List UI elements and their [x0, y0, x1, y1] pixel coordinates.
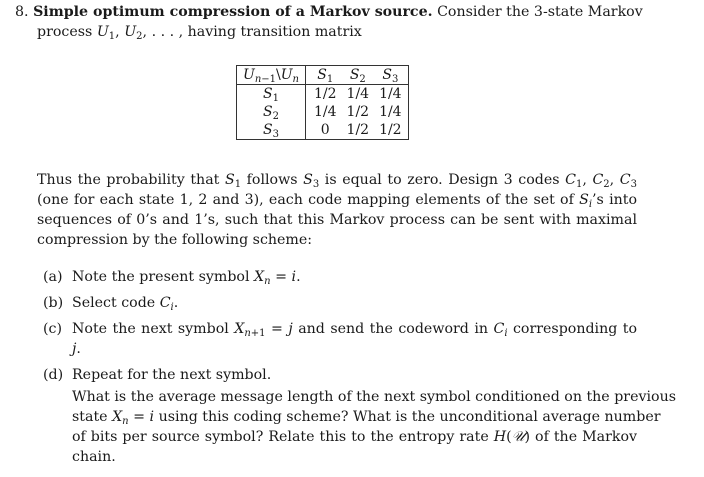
math-entropy-rate: H(𝒰)	[493, 429, 531, 445]
step-b-text	[72, 293, 178, 313]
matrix-cell: 1/4	[379, 86, 402, 102]
matrix-row-label: $S_3$	[237, 121, 306, 140]
math-s3: $S_3$	[303, 172, 320, 190]
matrix-cell: 1/4	[314, 104, 337, 120]
question-text: of the Markov	[535, 429, 638, 445]
math-xn-eq-i: $X_n = i$.	[254, 269, 301, 287]
question-line-1: What is the average message length of the next symbol conditioned on the previous	[72, 389, 676, 405]
matrix-cell: 1/4	[346, 86, 370, 102]
matrix-col-s3: $S_3$	[374, 66, 408, 85]
matrix-col-s1: $S_1$	[306, 66, 342, 85]
paragraph-line-4: compression by the following scheme:	[37, 232, 313, 248]
math-codes: $C_1$, $C_2$, $C_3$	[565, 172, 637, 190]
question-text: using this coding scheme? What is the unconditional average number	[158, 409, 661, 425]
math-si: $S_i$	[579, 192, 593, 210]
process-variables: $U_1$, $U_2$, . . . ,	[96, 24, 184, 42]
step-text: and send the codeword in	[298, 321, 488, 337]
question-line-3	[72, 427, 637, 447]
paragraph-line-2	[37, 190, 637, 210]
step-c-continuation: j.	[72, 341, 81, 357]
math-s1: $S_1$	[224, 172, 242, 190]
question-text: of bits per source symbol? Relate this to the entropy rate	[72, 429, 489, 445]
step-a-label: (a)	[43, 269, 63, 285]
problem-title: Simple optimum compression of a Markov source.	[33, 4, 433, 20]
matrix-row-label: $S_2$	[237, 103, 306, 121]
paragraph-text: follows	[246, 172, 298, 188]
paragraph-text: Thus the probability that	[37, 172, 220, 188]
step-text: corresponding to	[512, 321, 637, 337]
math-ci: $C_i$	[493, 321, 508, 339]
matrix-row-s1	[237, 85, 409, 104]
question-line-4: chain.	[72, 449, 116, 465]
paragraph-text: ’s into	[592, 192, 637, 208]
math-xn-eq-i: $X_n = i$	[112, 409, 155, 427]
question-line-2	[72, 407, 661, 427]
paragraph-text: is equal to zero. Design 3 codes	[324, 172, 560, 188]
transition-matrix	[236, 65, 409, 140]
step-b-label: (b)	[43, 295, 64, 311]
matrix-row-s3	[237, 121, 409, 140]
paragraph-line-1	[37, 170, 637, 190]
matrix-cell: 0	[320, 122, 330, 138]
paragraph-text: (one for each state 1, 2 and 3), each code mapping elements of the set of	[37, 192, 574, 208]
step-a-text	[72, 267, 301, 287]
matrix-header-row	[237, 66, 409, 85]
matrix-cell: 1/2	[314, 86, 337, 102]
matrix-cell: 1/2	[379, 122, 402, 138]
matrix-corner-header: $U_{n-1}\backslash U_n$	[237, 66, 306, 85]
matrix-row-label: $S_1$	[237, 85, 306, 104]
problem-number: 8.	[15, 4, 29, 20]
step-text: Note the present symbol	[72, 269, 250, 285]
step-c-text	[72, 319, 637, 339]
matrix-cell: 1/2	[346, 122, 370, 138]
paragraph-line-3: sequences of 0’s and 1’s, such that this Markov process can be sent with maximal	[37, 212, 637, 228]
matrix-cell: 1/2	[346, 104, 370, 120]
math-xn1-eq-j: $X_{n+1} = j$	[234, 321, 293, 339]
problem-intro-2b: having transition matrix	[187, 24, 362, 40]
problem-heading-line	[15, 2, 643, 22]
step-c-label: (c)	[43, 321, 63, 337]
matrix-row-s2	[237, 103, 409, 121]
problem-intro-1: Consider the 3-state Markov	[437, 4, 643, 20]
step-text: Select code	[72, 295, 156, 311]
step-d-label: (d)	[43, 367, 64, 383]
math-ci: $C_i$.	[159, 295, 179, 313]
step-d-text: Repeat for the next symbol.	[72, 367, 272, 383]
question-text: state	[72, 409, 108, 425]
step-text: Note the next symbol	[72, 321, 229, 337]
matrix-col-s2: $S_2$	[342, 66, 375, 85]
problem-intro-line2	[37, 22, 362, 42]
matrix-cell: 1/4	[379, 104, 402, 120]
problem-intro-2a: process	[37, 24, 93, 40]
